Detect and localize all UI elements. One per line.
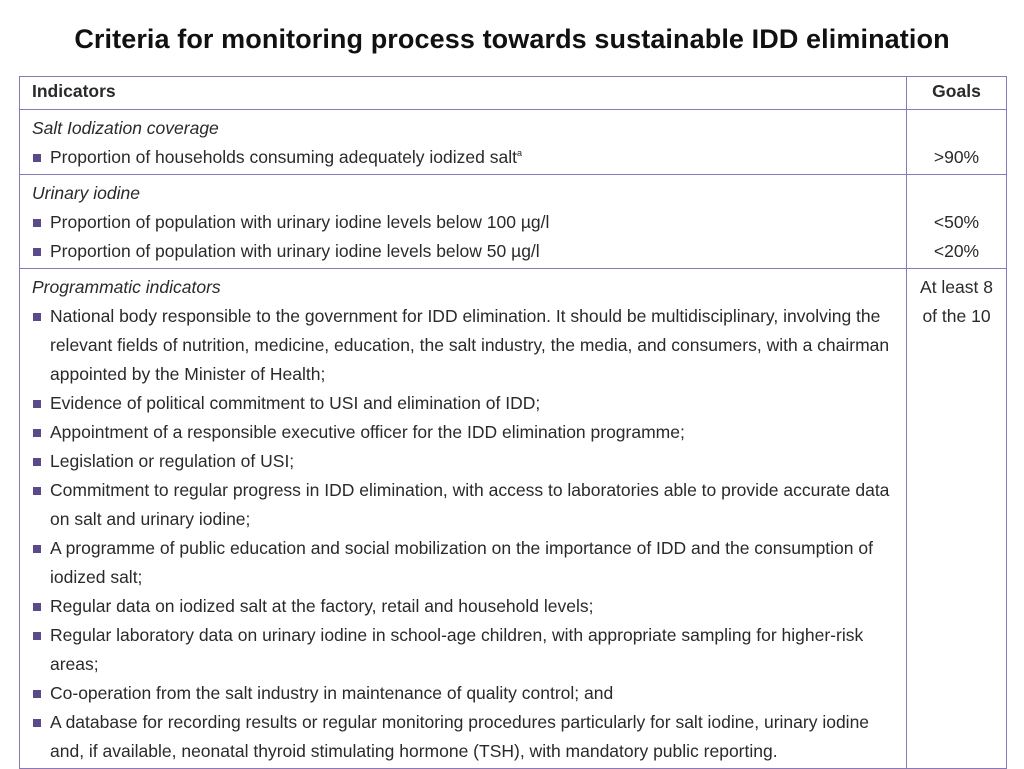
table-header-row <box>20 77 1007 110</box>
list-item <box>32 708 898 766</box>
indicator-text: Proportion of households consuming adequately iodized salt <box>50 147 517 167</box>
section-heading: Programmatic indicators <box>32 277 221 297</box>
indicator-text: Appointment of a responsible executive officer for the IDD elimination programme; <box>50 422 685 442</box>
square-bullet-icon <box>33 487 41 495</box>
indicator-list <box>32 302 898 766</box>
indicator-text: Proportion of population with urinary iodine levels below 100 µg/l <box>50 212 550 232</box>
list-item <box>32 208 898 237</box>
goal-value <box>907 179 1006 208</box>
goal-value: >90% <box>933 147 980 167</box>
table-row <box>20 269 1007 769</box>
goal-value: of the 10 <box>922 306 991 326</box>
list-item <box>32 302 898 389</box>
indicator-text: Legislation or regulation of USI; <box>50 451 295 471</box>
list-item <box>32 476 898 534</box>
goal-cell <box>907 110 1007 175</box>
list-item <box>32 237 898 266</box>
square-bullet-icon <box>33 719 41 727</box>
list-item <box>32 679 898 708</box>
indicator-text: A programme of public education and social mobilization on the importance of IDD and the consumption of iodized salt; <box>50 538 873 587</box>
square-bullet-icon <box>33 400 41 408</box>
table-row <box>20 110 1007 175</box>
square-bullet-icon <box>33 603 41 611</box>
goal-value: <50% <box>933 212 980 232</box>
square-bullet-icon <box>33 545 41 553</box>
page-title: Criteria for monitoring process towards sustainable IDD elimination <box>74 24 950 54</box>
criteria-table <box>19 76 1007 769</box>
square-bullet-icon <box>33 219 41 227</box>
square-bullet-icon <box>33 154 41 162</box>
indicator-text: Evidence of political commitment to USI and elimination of IDD; <box>50 393 541 413</box>
square-bullet-icon <box>33 429 41 437</box>
footnote-marker: a <box>516 148 522 159</box>
indicator-list <box>32 143 898 172</box>
indicator-cell <box>20 175 907 269</box>
list-item <box>32 389 898 418</box>
list-item <box>32 143 898 172</box>
goal-cell <box>907 269 1007 769</box>
indicator-text: Regular laboratory data on urinary iodine in school-age children, with appropriate sampling for higher-risk areas; <box>50 625 864 674</box>
indicator-cell <box>20 269 907 769</box>
list-item <box>32 621 898 679</box>
goal-cell <box>907 175 1007 269</box>
indicator-text: Proportion of population with urinary iodine levels below 50 µg/l <box>50 241 540 261</box>
section-heading: Salt Iodization coverage <box>32 118 219 138</box>
indicators-header: Indicators <box>20 77 907 110</box>
list-item <box>32 592 898 621</box>
table-row <box>20 175 1007 269</box>
square-bullet-icon <box>33 458 41 466</box>
goals-header: Goals <box>907 77 1007 110</box>
indicator-cell <box>20 110 907 175</box>
list-item <box>32 447 898 476</box>
square-bullet-icon <box>33 632 41 640</box>
square-bullet-icon <box>33 690 41 698</box>
section-heading: Urinary iodine <box>32 183 140 203</box>
indicator-text: National body responsible to the government for IDD elimination. It should be multidisciplinary, involving the relevant fields of nutrition, medicine, education, the salt industry, the media, and consumers, with a chairman appointed by the Minister of Health; <box>50 306 890 384</box>
list-item <box>32 534 898 592</box>
square-bullet-icon <box>33 248 41 256</box>
list-item <box>32 418 898 447</box>
indicator-text: A database for recording results or regular monitoring procedures particularly for salt iodine, urinary iodine and, if available, neonatal thyroid stimulating hormone (TSH), with mandatory public reporting. <box>50 712 870 761</box>
goal-value: At least 8 <box>920 277 993 297</box>
goal-value: <20% <box>933 241 980 261</box>
goal-value <box>907 114 1006 143</box>
square-bullet-icon <box>33 313 41 321</box>
indicator-text: Commitment to regular progress in IDD elimination, with access to laboratories able to provide accurate data on salt and urinary iodine; <box>50 480 890 529</box>
indicator-text: Regular data on iodized salt at the factory, retail and household levels; <box>50 596 594 616</box>
indicator-list <box>32 208 898 266</box>
indicator-text: Co-operation from the salt industry in maintenance of quality control; and <box>50 683 614 703</box>
